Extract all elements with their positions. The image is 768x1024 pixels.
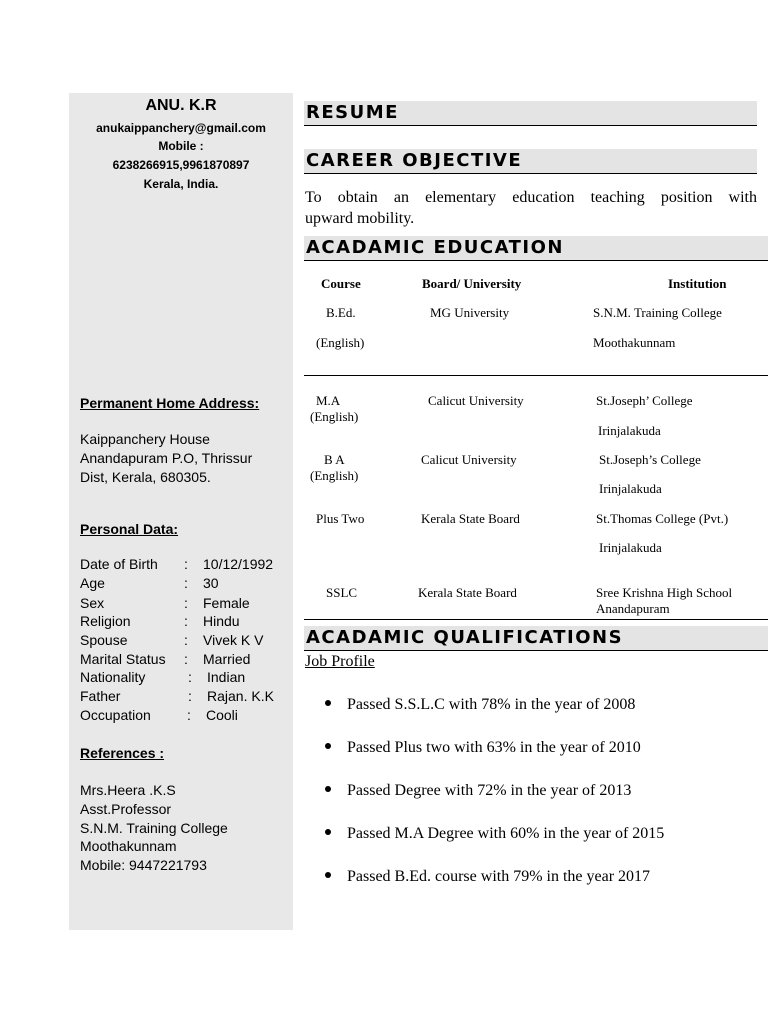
address-heading: Permanent Home Address: xyxy=(80,395,260,411)
list-item xyxy=(325,739,641,757)
reference-line: S.N.M. Training College xyxy=(80,820,228,836)
personal-value: Married xyxy=(203,651,251,667)
email: anukaippanchery@gmail.com xyxy=(96,121,266,135)
institution-cell: Irinjalakuda xyxy=(599,481,662,496)
course-cell: B A xyxy=(324,452,345,467)
address-line: Dist, Kerala, 680305. xyxy=(80,469,211,485)
personal-value: Female xyxy=(203,595,250,611)
institution-cell: Sree Krishna High School xyxy=(596,585,733,600)
institution-cell: Irinjalakuda xyxy=(599,540,662,555)
institution-cell: Irinjalakuda xyxy=(598,423,661,438)
personal-label: Sex xyxy=(80,595,105,611)
board-cell: Kerala State Board xyxy=(418,585,517,600)
list-item xyxy=(325,825,664,843)
bullet-icon xyxy=(325,700,331,706)
career-objective-title: CAREER OBJECTIVE xyxy=(306,150,523,171)
institution-cell: Anandapuram xyxy=(596,601,670,616)
reference-line: Moothakunnam xyxy=(80,838,177,854)
education-section-bar xyxy=(304,236,768,261)
header-institution: Institution xyxy=(668,276,727,291)
personal-colon: : xyxy=(184,632,188,648)
resume-section-bar xyxy=(304,101,757,126)
career-objective-text xyxy=(305,187,757,229)
personal-data-heading: Personal Data: xyxy=(80,521,179,537)
personal-colon: : xyxy=(184,613,188,629)
institution-cell: St.Joseph’s College xyxy=(599,452,701,467)
qualifications-title: ACADAMIC QUALIFICATIONS xyxy=(306,627,624,648)
board-cell: Calicut University xyxy=(421,452,517,467)
bullet-icon xyxy=(325,829,331,835)
candidate-name: ANU. K.R xyxy=(145,97,217,114)
job-profile-heading: Job Profile xyxy=(305,653,375,670)
personal-label: Religion xyxy=(80,613,131,629)
section-top-rule xyxy=(304,619,768,620)
reference-line: Asst.Professor xyxy=(80,801,172,817)
list-item xyxy=(325,696,635,714)
references-heading: References : xyxy=(80,745,165,761)
objective-line: To obtain an elementary education teaching position with xyxy=(305,189,757,206)
personal-value: Indian xyxy=(207,669,246,685)
personal-colon: : xyxy=(184,575,188,591)
mobile-number: 6238266915,9961870897 xyxy=(112,158,250,172)
personal-colon: : xyxy=(184,556,188,572)
qualifications-section-bar xyxy=(304,626,768,651)
personal-value: 10/12/1992 xyxy=(203,556,274,572)
reference-line: Mrs.Heera .K.S xyxy=(80,782,176,798)
course-cell: (English) xyxy=(310,409,359,424)
qualification-text: Passed B.Ed. course with 79% in the year 2017 xyxy=(347,868,651,885)
objective-line: upward mobility. xyxy=(305,210,415,227)
institution-cell: S.N.M. Training College xyxy=(593,305,722,320)
address-line: Anandapuram P.O, Thrissur xyxy=(80,450,253,466)
list-item xyxy=(325,868,650,886)
education-title: ACADAMIC EDUCATION xyxy=(306,237,564,258)
personal-value: Cooli xyxy=(206,707,238,723)
board-cell: Calicut University xyxy=(428,393,524,408)
resume-title: RESUME xyxy=(306,102,399,123)
personal-label: Spouse xyxy=(80,632,128,648)
bullet-icon xyxy=(325,786,331,792)
personal-value: Vivek K V xyxy=(203,632,264,648)
course-cell: SSLC xyxy=(326,585,358,600)
personal-label: Father xyxy=(80,688,121,704)
personal-colon: : xyxy=(188,688,192,704)
personal-label: Date of Birth xyxy=(80,556,158,572)
personal-label: Marital Status xyxy=(80,651,166,667)
qualification-text: Passed Degree with 72% in the year of 2013 xyxy=(347,782,632,799)
institution-cell: St.Thomas College (Pvt.) xyxy=(596,511,729,526)
course-cell: (English) xyxy=(316,335,365,350)
personal-value: 30 xyxy=(203,575,219,591)
location: Kerala, India. xyxy=(143,177,219,191)
table-divider xyxy=(304,375,768,376)
institution-cell: Moothakunnam xyxy=(593,335,676,350)
personal-value: Hindu xyxy=(203,613,240,629)
course-cell: (English) xyxy=(310,468,359,483)
course-cell: M.A xyxy=(316,393,341,408)
qualification-text: Passed Plus two with 63% in the year of 2010 xyxy=(347,739,641,756)
personal-colon: : xyxy=(188,669,192,685)
board-cell: Kerala State Board xyxy=(421,511,520,526)
personal-colon: : xyxy=(184,651,188,667)
bullet-icon xyxy=(325,872,331,878)
bullet-icon xyxy=(325,743,331,749)
qualification-text: Passed S.S.L.C with 78% in the year of 2008 xyxy=(347,696,636,713)
institution-cell: St.Joseph’ College xyxy=(596,393,693,408)
career-section-bar xyxy=(304,149,757,174)
personal-colon: : xyxy=(184,595,188,611)
header-course: Course xyxy=(321,276,361,291)
personal-label: Age xyxy=(80,575,105,591)
reference-line: Mobile: 9447221793 xyxy=(80,857,207,873)
personal-label: Occupation xyxy=(80,707,151,723)
personal-value: Rajan. K.K xyxy=(207,688,274,704)
qualification-text: Passed M.A Degree with 60% in the year of 2015 xyxy=(347,825,665,842)
address-line: Kaippanchery House xyxy=(80,431,210,447)
personal-label: Nationality xyxy=(80,669,146,685)
personal-colon: : xyxy=(187,707,191,723)
mobile-label: Mobile : xyxy=(158,139,204,153)
course-cell: Plus Two xyxy=(316,511,365,526)
header-board: Board/ University xyxy=(422,276,522,291)
list-item xyxy=(325,782,631,800)
course-cell: B.Ed. xyxy=(326,305,356,320)
sidebar xyxy=(69,93,293,930)
board-cell: MG University xyxy=(430,305,510,320)
